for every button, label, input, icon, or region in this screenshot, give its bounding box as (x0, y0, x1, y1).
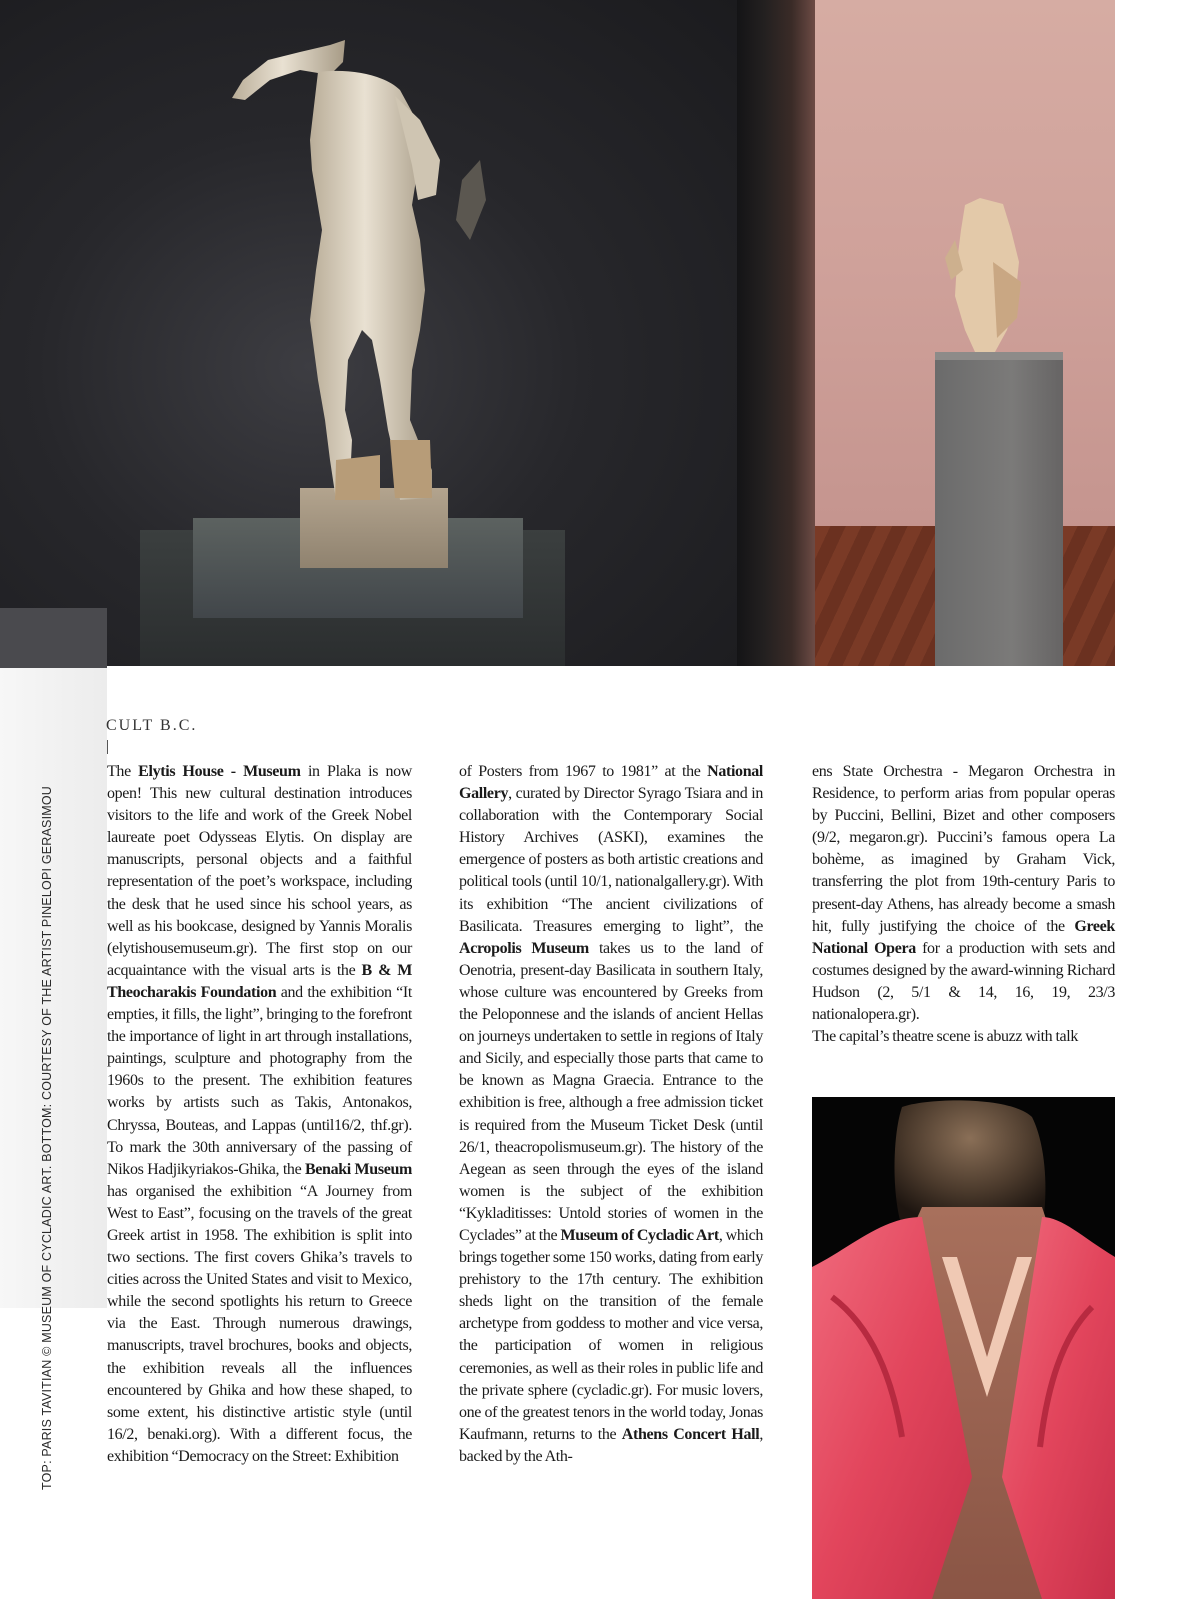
paragraph (812, 761, 1115, 1026)
venue-acropolis-museum: Acropolis Museum (459, 939, 589, 957)
text: for a production with sets and costumes designed by the award-winning Richard Hudson (2, 5/1 & 14, 16, 19, 23/3 nationalopera.gr). (812, 939, 1115, 1024)
text: , backed by the Ath- (459, 1425, 763, 1465)
article-column-2 (459, 761, 763, 1468)
text: has organised the exhibition “A Journey from West to East”, focusing on the travels of the great Greek artist in 1958. The exhibition is split into two sections. The first covers Ghika’s travels to cities across the United States and visit to Mexico, while the second spotlights his return to Greece via the East. Through numerous drawings, manuscripts, travel brochures, books and objects, the exhibition reveals all the influences encountered by Ghika and how these shaped, to some extent, his distinctive artistic style (until 16/2, benaki.org). With a different focus, the exhibition “Democracy on the Street: Exhibition (107, 1182, 412, 1465)
paragraph (107, 761, 412, 1468)
text: , curated by Director Syrago Tsiara and in collaboration with the Contemporary Social History Archives (ASKI), examines the emergence of posters as both artistic creations and political tools (until 10/1, nationalgallery.gr). With its exhibition “The ancient civilizations of Basilicata. Treasures emerging to light”, the (459, 785, 763, 935)
venue-greek-national-opera: Greek National Opera (812, 917, 1115, 957)
venue-museum-of-cycladic-art: Museum of Cycladic Art (560, 1226, 719, 1244)
text: takes us to the land of Oenotria, present-day Basilicata in southern Italy, whose culture was encountered by Greeks from the Peloponnese and the islands of ancient Hellas on journeys undertaken to settle in regions of Italy and Sicily, and especially those parts that came to be known as Magna Graecia. Entrance to the exhibition is free, although a free admission ticket is required from the Museum Ticket Desk (until 26/1, theacropolismuseum.gr). The history of the Aegean as seen through the eyes of the island women is the subject of the exhibition “Kykladitisses: Untold stories of women in the Cyclades” at the (459, 939, 763, 1244)
woman-back-pink-dress-photo (812, 1097, 1115, 1599)
title-rule (107, 740, 108, 754)
marble-torso-on-pedestal-photo (815, 0, 1115, 666)
text: in Plaka is now open! This new cultural destination introduces visitors to the life and work of the Greek Nobel laureate poet Odysseas Elytis. On display are manuscripts, personal objects and a faithful representation of the poet’s workspace, including the desk that he used since his school years, as well as his bookcase, designed by Yannis Moralis (elytishousemuseum.gr). The first stop on our acquaintance with the visual arts is the (107, 763, 412, 979)
venue-national-gallery: National Gallery (459, 763, 763, 803)
text: , which brings together some 150 works, dating from early prehistory to the 17th century. The exhibition sheds light on the transition of the female archetype from goddess to mother and vice versa, the participation of women in religious ceremonies, as well as their roles in public life and the private sphere (cycladic.gr). For music lovers, one of the greatest tenors in the world today, Jonas Kaufmann, returns to the (459, 1226, 763, 1443)
text: ens State Orchestra - Megaron Orchestra in Residence, to perform arias from popular operas by Puccini, Bellini, Bizet and other composers (9/2, megaron.gr). Puccini’s famous opera La bohème, as imagined by Graham Vick, transferring the plot from 19th-century Paris to present-day Athens, has already become a smash hit, fully justifying the choice of the (812, 763, 1115, 935)
venue-elytis-house: Elytis House - Museum (138, 763, 301, 780)
text: and the exhibition “It empties, it fills, the light”, bringing to the forefront the importance of light in art through installations, paintings, sculpture and photography from the 1960s to the present. The exhibition features works by artists such as Takis, Antonakos, Chryssa, Bouteas, and Lappas (until16/2, thf.gr). To mark the 30th anniversary of the passing of Nikos Hadjikyriakos-Ghika, the (107, 983, 413, 1178)
woman-figure (812, 1097, 1115, 1599)
venus-statue (0, 0, 737, 666)
venue-benaki-museum: Benaki Museum (304, 1160, 412, 1178)
marble-venus-torso-photo (0, 0, 737, 666)
section-title: CULT B.C. (106, 717, 198, 734)
article-column-3 (812, 761, 1115, 1048)
side-grey-block (0, 608, 107, 668)
paragraph (459, 761, 763, 1468)
venue-theocharakis-foundation: B & M Theocharakis Foundation (107, 961, 412, 1001)
article-column-1 (107, 761, 412, 1468)
photo-credit: TOP: PARIS TAVITIAN © MUSEUM OF CYCLADIC ART. BOTTOM: COURTESY OF THE ARTIST PINELOPI GERASIMOU (40, 785, 54, 1490)
gallery-doorway (737, 0, 815, 666)
text: of Posters from 1967 to 1981” at the (459, 763, 708, 780)
venue-athens-concert-hall: Athens Concert Hall (621, 1425, 760, 1443)
paragraph: The capital’s theatre scene is abuzz with talk (812, 1028, 1079, 1046)
text: The (107, 763, 139, 780)
small-torso-statue (815, 0, 1115, 666)
